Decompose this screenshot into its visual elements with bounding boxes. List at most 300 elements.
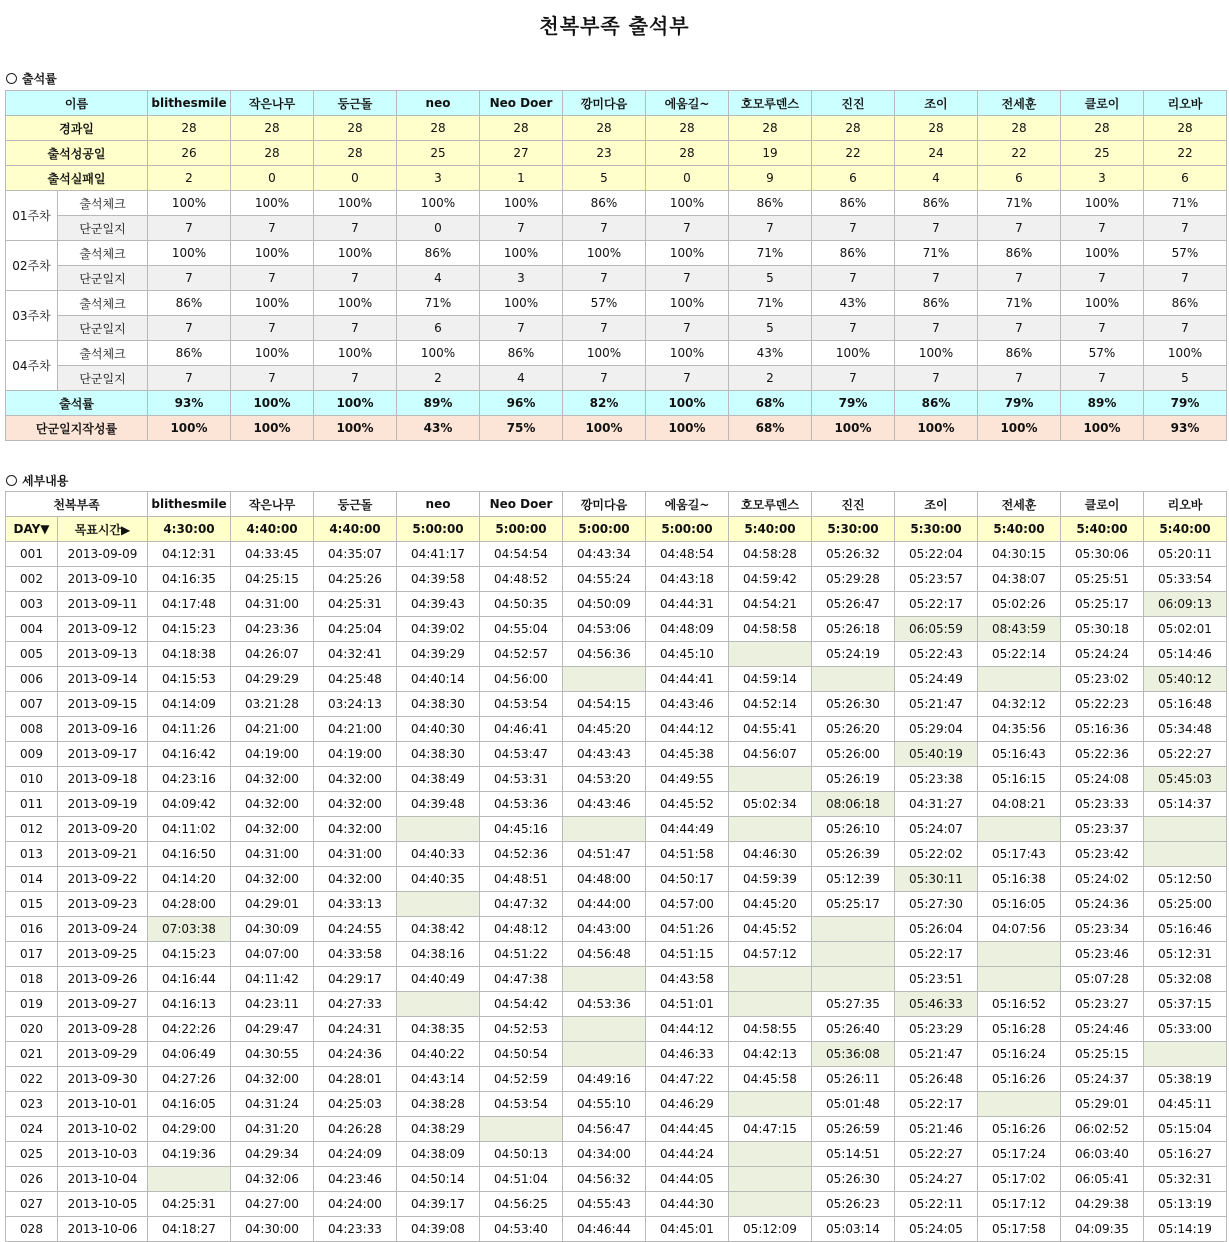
fail-days-value: 5 — [563, 166, 646, 191]
week-check-value: 86% — [397, 241, 480, 266]
name-header: 이름 — [6, 91, 148, 116]
date: 2013-09-19 — [58, 792, 148, 817]
success-days-value: 28 — [646, 141, 729, 166]
wake-time: 04:45:20 — [729, 892, 812, 917]
wake-time: 05:07:28 — [1061, 967, 1144, 992]
wake-time: 05:17:12 — [978, 1192, 1061, 1217]
wake-time: 04:28:01 — [314, 1067, 397, 1092]
wake-time: 04:47:32 — [480, 892, 563, 917]
week-check-value: 71% — [895, 241, 978, 266]
day-row — [6, 742, 1227, 767]
fail-days-value: 0 — [231, 166, 314, 191]
wake-time: 05:24:49 — [895, 667, 978, 692]
wake-time: 04:38:07 — [978, 567, 1061, 592]
week-diary-value: 7 — [231, 316, 314, 341]
wake-time: 04:07:00 — [231, 942, 314, 967]
wake-time: 04:40:30 — [397, 717, 480, 742]
wake-time: 05:16:26 — [978, 1067, 1061, 1092]
week-check-value: 71% — [397, 291, 480, 316]
week-check-value: 86% — [148, 341, 231, 366]
wake-time: 05:29:04 — [895, 717, 978, 742]
success-days-value: 26 — [148, 141, 231, 166]
member-name: 호모루덴스 — [729, 91, 812, 116]
check-label: 출석체크 — [58, 341, 148, 366]
member-name: 작은나무 — [231, 91, 314, 116]
week-check-value: 100% — [646, 291, 729, 316]
week-diary-value: 7 — [1061, 266, 1144, 291]
target-time: 5:30:00 — [812, 517, 895, 542]
attendance-rate-value: 79% — [978, 391, 1061, 416]
wake-time: 04:56:32 — [563, 1167, 646, 1192]
day-row — [6, 1067, 1227, 1092]
date: 2013-09-12 — [58, 617, 148, 642]
day-number: 022 — [6, 1067, 58, 1092]
day-number: 028 — [6, 1217, 58, 1242]
wake-time: 04:21:00 — [314, 717, 397, 742]
wake-time: 04:25:03 — [314, 1092, 397, 1117]
wake-time: 04:09:42 — [148, 792, 231, 817]
date: 2013-09-22 — [58, 867, 148, 892]
wake-time: 04:51:04 — [480, 1167, 563, 1192]
member-name: 조이 — [895, 492, 978, 517]
wake-time: 04:45:11 — [1144, 1092, 1227, 1117]
detail-header-row — [6, 492, 1227, 517]
wake-time: 04:51:47 — [563, 842, 646, 867]
wake-time: 04:39:17 — [397, 1192, 480, 1217]
missed-cell — [148, 1167, 231, 1192]
day-number: 027 — [6, 1192, 58, 1217]
week-diary-value: 7 — [895, 366, 978, 391]
week-diary-value: 7 — [895, 316, 978, 341]
wake-time: 04:59:39 — [729, 867, 812, 892]
wake-time: 05:17:58 — [978, 1217, 1061, 1242]
wake-time: 04:44:41 — [646, 667, 729, 692]
wake-time: 04:31:20 — [231, 1117, 314, 1142]
wake-time: 04:23:46 — [314, 1167, 397, 1192]
wake-time: 05:29:28 — [812, 567, 895, 592]
wake-time: 04:44:49 — [646, 817, 729, 842]
success-days-value: 22 — [1144, 141, 1227, 166]
week-diary-value: 7 — [978, 316, 1061, 341]
wake-time: 05:23:02 — [1061, 667, 1144, 692]
wake-time: 04:31:00 — [314, 842, 397, 867]
wake-time: 04:32:00 — [314, 792, 397, 817]
day-row — [6, 1092, 1227, 1117]
summary-section-title: 출석률 — [22, 72, 57, 86]
week-diary-value: 7 — [480, 216, 563, 241]
date: 2013-09-29 — [58, 1042, 148, 1067]
week-diary-value: 7 — [231, 216, 314, 241]
wake-time: 05:24:36 — [1061, 892, 1144, 917]
wake-time: 05:33:00 — [1144, 1017, 1227, 1042]
wake-time: 04:59:42 — [729, 567, 812, 592]
missed-cell — [563, 1017, 646, 1042]
wake-time: 05:30:18 — [1061, 617, 1144, 642]
wake-time: 04:51:22 — [480, 942, 563, 967]
week-diary-value: 7 — [1144, 266, 1227, 291]
wake-time: 04:54:21 — [729, 592, 812, 617]
week-diary-value: 7 — [646, 366, 729, 391]
wake-time: 04:31:00 — [231, 592, 314, 617]
wake-time: 04:18:27 — [148, 1217, 231, 1242]
diary-label: 단군일지 — [58, 316, 148, 341]
wake-time: 05:12:09 — [729, 1217, 812, 1242]
missed-cell — [978, 942, 1061, 967]
wake-time: 04:35:56 — [978, 717, 1061, 742]
week-check-value: 57% — [1144, 241, 1227, 266]
wake-time: 04:08:21 — [978, 792, 1061, 817]
wake-time: 04:57:12 — [729, 942, 812, 967]
missed-cell — [729, 1192, 812, 1217]
wake-time: 05:22:17 — [895, 942, 978, 967]
day-number: 002 — [6, 567, 58, 592]
check-label: 출석체크 — [58, 241, 148, 266]
diary-rate-value: 100% — [148, 416, 231, 441]
date: 2013-09-23 — [58, 892, 148, 917]
week-check-value: 100% — [397, 191, 480, 216]
wake-time: 04:53:47 — [480, 742, 563, 767]
week-check-value: 86% — [563, 191, 646, 216]
week-diary-value: 7 — [812, 216, 895, 241]
wake-time: 04:16:13 — [148, 992, 231, 1017]
success-days-label: 출석성공일 — [6, 141, 148, 166]
wake-time: 05:01:48 — [812, 1092, 895, 1117]
wake-time: 05:02:34 — [729, 792, 812, 817]
date: 2013-09-09 — [58, 542, 148, 567]
attendance-rate-value: 89% — [1061, 391, 1144, 416]
missed-cell — [1144, 1042, 1227, 1067]
member-name: neo — [397, 492, 480, 517]
diary-rate-value: 68% — [729, 416, 812, 441]
day-number: 023 — [6, 1092, 58, 1117]
wake-time: 05:45:03 — [1144, 767, 1227, 792]
wake-time: 04:56:48 — [563, 942, 646, 967]
diary-rate-value: 100% — [1061, 416, 1144, 441]
wake-time: 05:17:43 — [978, 842, 1061, 867]
day-row — [6, 767, 1227, 792]
wake-time: 04:16:35 — [148, 567, 231, 592]
success-days-value: 25 — [397, 141, 480, 166]
wake-time: 05:12:31 — [1144, 942, 1227, 967]
wake-time: 05:12:39 — [812, 867, 895, 892]
day-row — [6, 817, 1227, 842]
missed-cell — [1144, 817, 1227, 842]
elapsed-days-label: 경과일 — [6, 116, 148, 141]
date: 2013-10-04 — [58, 1167, 148, 1192]
week-label: 02주차 — [6, 241, 58, 291]
wake-time: 04:38:30 — [397, 742, 480, 767]
missed-cell — [812, 967, 895, 992]
wake-time: 04:19:36 — [148, 1142, 231, 1167]
wake-time: 04:29:38 — [1061, 1192, 1144, 1217]
week-diary-value: 7 — [978, 216, 1061, 241]
elapsed-days-value: 28 — [148, 116, 231, 141]
wake-time: 04:39:08 — [397, 1217, 480, 1242]
week-label: 01주차 — [6, 191, 58, 241]
wake-time: 05:16:27 — [1144, 1142, 1227, 1167]
attendance-rate-value: 96% — [480, 391, 563, 416]
wake-time: 04:58:55 — [729, 1017, 812, 1042]
wake-time: 04:52:59 — [480, 1067, 563, 1092]
wake-time: 04:39:43 — [397, 592, 480, 617]
success-days-value: 27 — [480, 141, 563, 166]
wake-time: 04:53:31 — [480, 767, 563, 792]
week-diary-row — [6, 266, 1227, 291]
wake-time: 04:47:15 — [729, 1117, 812, 1142]
week-diary-value: 6 — [397, 316, 480, 341]
wake-time: 04:40:14 — [397, 667, 480, 692]
wake-time: 04:06:49 — [148, 1042, 231, 1067]
wake-time: 04:38:35 — [397, 1017, 480, 1042]
wake-time: 05:26:20 — [812, 717, 895, 742]
wake-time: 04:44:24 — [646, 1142, 729, 1167]
week-check-value: 71% — [978, 191, 1061, 216]
diary-rate-value: 100% — [563, 416, 646, 441]
wake-time: 05:14:46 — [1144, 642, 1227, 667]
wake-time: 05:21:47 — [895, 692, 978, 717]
wake-time: 04:40:22 — [397, 1042, 480, 1067]
date: 2013-09-18 — [58, 767, 148, 792]
fail-days-label: 출석실패일 — [6, 166, 148, 191]
wake-time: 04:50:54 — [480, 1042, 563, 1067]
wake-time: 04:40:49 — [397, 967, 480, 992]
week-check-value: 100% — [812, 341, 895, 366]
wake-time: 05:22:27 — [1144, 742, 1227, 767]
date: 2013-09-14 — [58, 667, 148, 692]
week-check-value: 86% — [978, 341, 1061, 366]
wake-time: 04:23:11 — [231, 992, 314, 1017]
week-diary-value: 7 — [895, 266, 978, 291]
wake-time: 04:27:00 — [231, 1192, 314, 1217]
week-diary-value: 7 — [895, 216, 978, 241]
missed-cell — [729, 767, 812, 792]
wake-time: 04:16:44 — [148, 967, 231, 992]
wake-time: 05:37:15 — [1144, 992, 1227, 1017]
wake-time: 04:57:00 — [646, 892, 729, 917]
week-check-value: 100% — [646, 191, 729, 216]
wake-time: 04:41:17 — [397, 542, 480, 567]
wake-time: 05:25:17 — [1061, 592, 1144, 617]
wake-time: 04:54:15 — [563, 692, 646, 717]
day-row — [6, 792, 1227, 817]
tribe-header: 천복부족 — [6, 492, 148, 517]
wake-time: 04:55:10 — [563, 1092, 646, 1117]
wake-time: 04:29:01 — [231, 892, 314, 917]
date: 2013-09-25 — [58, 942, 148, 967]
wake-time: 05:26:59 — [812, 1117, 895, 1142]
day-number: 005 — [6, 642, 58, 667]
wake-time: 05:24:02 — [1061, 867, 1144, 892]
wake-time: 04:53:54 — [480, 692, 563, 717]
day-row — [6, 692, 1227, 717]
day-number: 024 — [6, 1117, 58, 1142]
attendance-rate-row — [6, 391, 1227, 416]
week-diary-value: 7 — [729, 216, 812, 241]
wake-time: 05:26:11 — [812, 1067, 895, 1092]
wake-time: 05:16:24 — [978, 1042, 1061, 1067]
week-check-value: 57% — [563, 291, 646, 316]
wake-time: 05:22:36 — [1061, 742, 1144, 767]
wake-time: 05:23:27 — [1061, 992, 1144, 1017]
wake-time: 04:40:33 — [397, 842, 480, 867]
diary-rate-value: 93% — [1144, 416, 1227, 441]
success-days-value: 28 — [231, 141, 314, 166]
week-check-value: 100% — [646, 241, 729, 266]
wake-time: 05:24:46 — [1061, 1017, 1144, 1042]
target-time: 4:40:00 — [231, 517, 314, 542]
wake-time: 05:26:40 — [812, 1017, 895, 1042]
wake-time: 05:16:26 — [978, 1117, 1061, 1142]
wake-time: 05:23:37 — [1061, 817, 1144, 842]
elapsed-days-value: 28 — [729, 116, 812, 141]
wake-time: 04:55:41 — [729, 717, 812, 742]
week-check-value: 100% — [480, 191, 563, 216]
diary-label: 단군일지 — [58, 366, 148, 391]
wake-time: 05:26:30 — [812, 1167, 895, 1192]
member-name: 클로이 — [1061, 492, 1144, 517]
wake-time: 04:23:36 — [231, 617, 314, 642]
wake-time: 04:51:01 — [646, 992, 729, 1017]
week-diary-value: 4 — [397, 266, 480, 291]
week-diary-value: 7 — [314, 316, 397, 341]
elapsed-days-value: 28 — [314, 116, 397, 141]
wake-time: 04:48:00 — [563, 867, 646, 892]
wake-time: 05:26:48 — [895, 1067, 978, 1092]
week-check-value: 43% — [729, 341, 812, 366]
wake-time: 04:15:23 — [148, 942, 231, 967]
target-time: 4:30:00 — [148, 517, 231, 542]
elapsed-days-value: 28 — [231, 116, 314, 141]
week-check-value: 71% — [1144, 191, 1227, 216]
date: 2013-09-20 — [58, 817, 148, 842]
week-diary-value: 7 — [1144, 316, 1227, 341]
wake-time: 04:54:42 — [480, 992, 563, 1017]
wake-time: 04:34:00 — [563, 1142, 646, 1167]
wake-time: 04:38:49 — [397, 767, 480, 792]
wake-time: 04:43:43 — [563, 742, 646, 767]
member-name: 에움길~ — [646, 91, 729, 116]
circle-bullet-icon — [6, 73, 17, 84]
wake-time: 05:24:05 — [895, 1217, 978, 1242]
wake-time: 04:30:00 — [231, 1217, 314, 1242]
attendance-rate-value: 79% — [812, 391, 895, 416]
attendance-rate-value: 100% — [646, 391, 729, 416]
wake-time: 04:19:00 — [314, 742, 397, 767]
week-check-value: 86% — [148, 291, 231, 316]
wake-time: 05:16:46 — [1144, 917, 1227, 942]
week-diary-value: 7 — [314, 266, 397, 291]
wake-time: 05:22:23 — [1061, 692, 1144, 717]
wake-time: 04:25:04 — [314, 617, 397, 642]
diary-rate-value: 100% — [231, 416, 314, 441]
wake-time: 04:27:26 — [148, 1067, 231, 1092]
elapsed-days-value: 28 — [563, 116, 646, 141]
wake-time: 06:02:52 — [1061, 1117, 1144, 1142]
wake-time: 05:23:57 — [895, 567, 978, 592]
target-time: 5:30:00 — [895, 517, 978, 542]
check-label: 출석체크 — [58, 291, 148, 316]
wake-time: 04:38:30 — [397, 692, 480, 717]
week-diary-value: 7 — [646, 216, 729, 241]
wake-time: 05:25:00 — [1144, 892, 1227, 917]
wake-time: 05:16:43 — [978, 742, 1061, 767]
day-number: 021 — [6, 1042, 58, 1067]
wake-time: 05:22:14 — [978, 642, 1061, 667]
week-check-value: 71% — [729, 241, 812, 266]
wake-time: 04:51:58 — [646, 842, 729, 867]
day-row — [6, 542, 1227, 567]
diary-rate-label: 단군일지작성률 — [6, 416, 148, 441]
wake-time: 05:23:42 — [1061, 842, 1144, 867]
wake-time: 04:51:26 — [646, 917, 729, 942]
day-number: 017 — [6, 942, 58, 967]
wake-time: 05:22:02 — [895, 842, 978, 867]
wake-time: 04:12:31 — [148, 542, 231, 567]
wake-time: 05:26:10 — [812, 817, 895, 842]
week-diary-value: 0 — [397, 216, 480, 241]
wake-time: 04:23:16 — [148, 767, 231, 792]
week-check-value: 100% — [314, 191, 397, 216]
wake-time: 05:40:12 — [1144, 667, 1227, 692]
wake-time: 05:33:54 — [1144, 567, 1227, 592]
day-number: 013 — [6, 842, 58, 867]
wake-time: 05:16:05 — [978, 892, 1061, 917]
day-row — [6, 567, 1227, 592]
wake-time: 04:25:31 — [148, 1192, 231, 1217]
date: 2013-09-11 — [58, 592, 148, 617]
wake-time: 05:26:32 — [812, 542, 895, 567]
wake-time: 05:13:19 — [1144, 1192, 1227, 1217]
fail-days-value: 1 — [480, 166, 563, 191]
wake-time: 04:31:24 — [231, 1092, 314, 1117]
wake-time: 04:55:43 — [563, 1192, 646, 1217]
elapsed-days-value: 28 — [1144, 116, 1227, 141]
week-check-value: 100% — [1061, 291, 1144, 316]
wake-time: 04:53:40 — [480, 1217, 563, 1242]
wake-time: 04:35:07 — [314, 542, 397, 567]
missed-cell — [812, 667, 895, 692]
wake-time: 04:22:26 — [148, 1017, 231, 1042]
week-check-value: 86% — [812, 241, 895, 266]
member-name: 전세훈 — [978, 492, 1061, 517]
wake-time: 04:55:24 — [563, 567, 646, 592]
attendance-rate-value: 89% — [397, 391, 480, 416]
wake-time: 04:50:13 — [480, 1142, 563, 1167]
wake-time: 04:32:06 — [231, 1167, 314, 1192]
day-row — [6, 992, 1227, 1017]
wake-time: 04:31:00 — [231, 842, 314, 867]
wake-time: 05:02:26 — [978, 592, 1061, 617]
wake-time: 05:14:19 — [1144, 1217, 1227, 1242]
day-number: 026 — [6, 1167, 58, 1192]
wake-time: 04:29:34 — [231, 1142, 314, 1167]
fail-days-value: 3 — [1061, 166, 1144, 191]
wake-time: 04:32:00 — [231, 1067, 314, 1092]
wake-time: 05:26:19 — [812, 767, 895, 792]
target-time-header: 목표시간▶ — [58, 517, 148, 542]
fail-days-value: 0 — [314, 166, 397, 191]
wake-time: 04:50:14 — [397, 1167, 480, 1192]
wake-time: 04:43:34 — [563, 542, 646, 567]
wake-time: 04:29:00 — [148, 1117, 231, 1142]
day-number: 018 — [6, 967, 58, 992]
elapsed-days-value: 28 — [1061, 116, 1144, 141]
wake-time: 05:03:14 — [812, 1217, 895, 1242]
week-diary-row — [6, 316, 1227, 341]
wake-time: 04:32:00 — [231, 767, 314, 792]
wake-time: 04:45:58 — [729, 1067, 812, 1092]
wake-time: 04:48:51 — [480, 867, 563, 892]
